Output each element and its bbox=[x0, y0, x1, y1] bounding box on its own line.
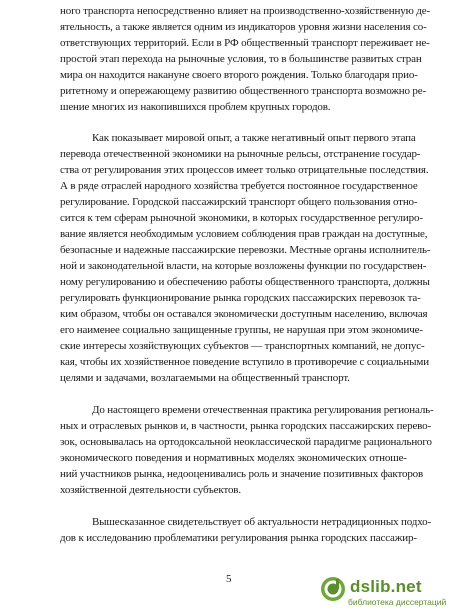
text-line: его наименее социально защищенные группы, не нарушая при этом экономиче- bbox=[60, 324, 423, 336]
text-line: ных и отраслевых рынков и, в частности, рынка городских пассажирских перево- bbox=[60, 420, 432, 432]
paragraph-first-line: До настоящего времени отечественная практика регулирования региональ- bbox=[92, 404, 434, 416]
text-line: ские интересы хозяйствующих субъектов — транспортных компаний, не допус- bbox=[60, 340, 425, 352]
paragraph-first-line: Вышесказанное свидетельствует об актуальности нетрадиционных подхо- bbox=[92, 516, 432, 528]
text-line: ному регулированию и обеспечению работы общественного транспорта, должны bbox=[60, 276, 430, 288]
text-line: безопасные и надежные пассажирские перевозки. Местные органы исполнитель- bbox=[60, 244, 431, 256]
dslib-logo-icon bbox=[320, 576, 346, 602]
text-line: сится к тем сферам рыночной экономики, в которых государственное регулиро- bbox=[60, 212, 423, 224]
text-line: экономического поведения и нормативных моделях экономических отноше- bbox=[60, 452, 407, 464]
text-line: ства от регулирования этих процессов имеет только отрицательные последствия. bbox=[60, 164, 429, 176]
text-line: перевода отечественной экономики на рыночные рельсы, отстранение государ- bbox=[60, 148, 421, 160]
text-line: кая, чтобы их хозяйственное поведение вступило в противоречие с социальными bbox=[60, 356, 429, 368]
text-line: регулировать функционирование рынка городских пассажирских перевозок та- bbox=[60, 292, 421, 304]
watermark-tagline: библиотека диссертаций bbox=[348, 597, 447, 607]
text-line: простой этап перехода на рыночные условия, то в большинстве развитых стран bbox=[60, 53, 422, 65]
text-line: ного транспорта непосредственно влияет на производственно-хозяйственную де- bbox=[60, 5, 430, 17]
text-line: ритетному и опережающему развитию общественного транспорта возможно ре- bbox=[60, 85, 427, 97]
text-line: ким образом, чтобы он оставался экономически доступным населению, включая bbox=[60, 308, 428, 320]
text-line: мира он находится накануне своего второго рождения. Только благодаря прио- bbox=[60, 69, 418, 81]
text-line: ответствующих территорий. Если в РФ общественный транспорт переживает не- bbox=[60, 37, 430, 49]
text-line: целями и задачами, возлагаемыми на общественный транспорт. bbox=[60, 372, 350, 384]
watermark-brand: dslib.net bbox=[350, 577, 422, 596]
text-line: дов к исследованию проблематики регулирования рынка городских пассажир- bbox=[60, 532, 417, 544]
text-line: ний участников рынка, недооценивались роль и значение позитивных факторов bbox=[60, 468, 424, 480]
text-line: ятельность, а также является одним из индикаторов уровня жизни населения со- bbox=[60, 21, 427, 33]
text-line: регулирование. Городской пассажирский транспорт общего пользования отно- bbox=[60, 196, 418, 208]
text-line: вание является необходимым условием соблюдения прав граждан на доступные, bbox=[60, 228, 428, 240]
dslib-watermark bbox=[320, 576, 447, 610]
text-line: А в ряде отраслей народного хозяйства требуется постоянное государственное bbox=[60, 180, 418, 192]
text-line: ной и законодательной власти, на которые возложены функции по государствен- bbox=[60, 260, 427, 272]
page-number: 5 bbox=[226, 573, 232, 585]
paragraph-first-line: Как показывает мировой опыт, а также негативный опыт первого этапа bbox=[92, 132, 416, 144]
text-line: хозяйственной деятельности субъектов. bbox=[60, 484, 241, 496]
text-line: шение многих из накопившихся проблем крупных городов. bbox=[60, 101, 331, 113]
text-line: зок, основывалась на ортодоксальной неоклассической парадигме рационального bbox=[60, 436, 432, 448]
